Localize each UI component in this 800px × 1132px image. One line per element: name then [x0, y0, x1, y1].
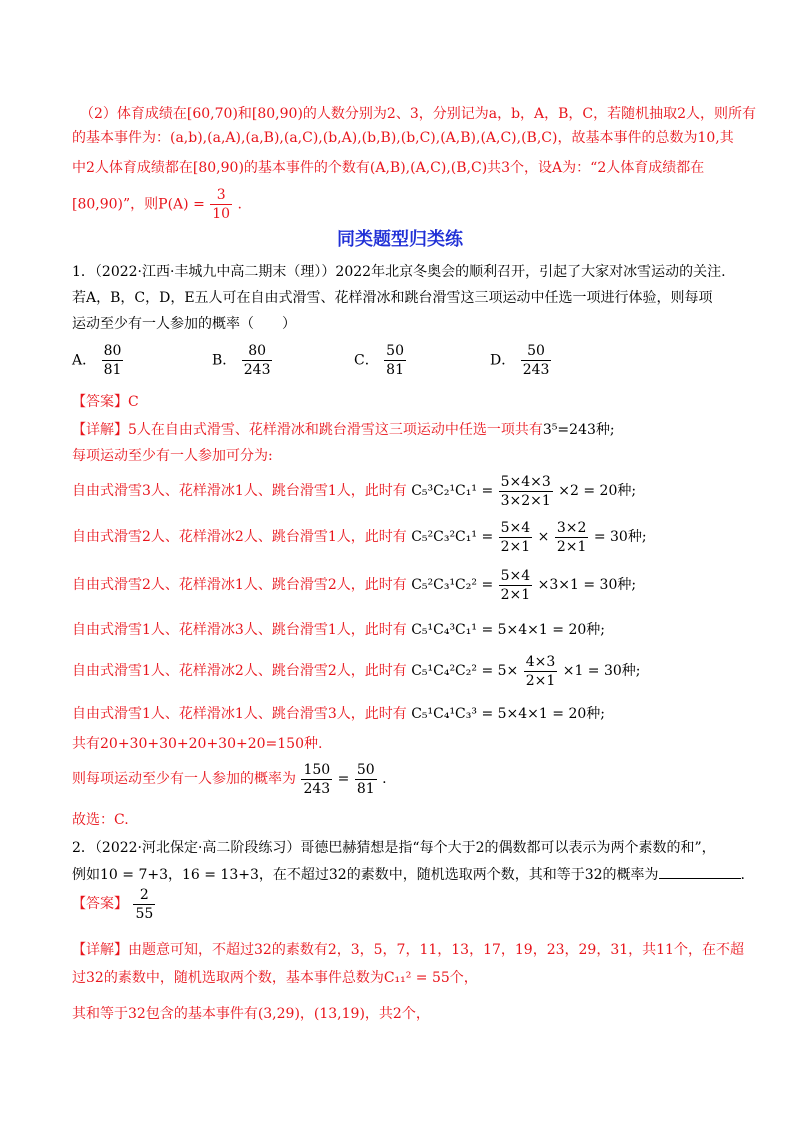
fraction-denominator: 10 [212, 206, 231, 222]
q2-line-2-end: . [740, 867, 745, 883]
answer-fraction [133, 886, 155, 923]
probability-fraction-2 [355, 761, 377, 798]
q1-probability [72, 760, 387, 798]
fraction-denominator: 81 [386, 362, 404, 378]
answer-blank[interactable] [659, 864, 741, 879]
option-label: A． [72, 352, 97, 369]
option-fraction [521, 342, 552, 379]
q1-answer: 【答案】C [72, 394, 139, 410]
case-formula-start: C₅¹C₄²C₂² = 5× [411, 663, 519, 679]
fraction-numerator: 5×4 [500, 519, 531, 536]
fraction-denominator: 2×1 [525, 672, 556, 689]
option-fraction [102, 342, 124, 379]
case-fraction [499, 473, 553, 510]
part2-line-4 [72, 186, 242, 223]
option-fraction [242, 342, 273, 379]
part2-line-4-end: . [237, 196, 242, 213]
q1-detail-line-2: 每项运动至少有一人参加可分为: [72, 448, 273, 464]
case-formula: C₅¹C₄¹C₃³ = 5×4×1 = 20种; [411, 706, 605, 722]
q1-case-5 [72, 652, 641, 690]
case-text: 自由式滑雪1人、花样滑冰1人、跳台滑雪3人，此时有 [72, 706, 407, 722]
case-formula-end: ×2 = 20种; [558, 483, 637, 499]
case-formula-end: ×3×1 = 30种; [537, 577, 637, 593]
q1-total: 共有20+30+30+20+30+20=150种. [72, 736, 323, 752]
probability-fraction-1 [301, 761, 332, 798]
section-title: 同类题型归类练 [337, 229, 463, 250]
probability-equals: = [337, 771, 350, 787]
q1-case-3 [72, 566, 636, 604]
option-fraction [384, 342, 406, 379]
q1-option-c[interactable] [354, 342, 407, 379]
q1-case-1 [72, 472, 636, 510]
fraction-numerator: 150 [303, 761, 331, 778]
q1-choose: 故选：C. [72, 812, 129, 828]
q2-answer [72, 884, 156, 924]
option-label: B． [212, 352, 237, 369]
fraction-numerator: 50 [386, 343, 404, 359]
fraction-numerator: 3 [210, 186, 232, 205]
q2-detail-line-1: 【详解】由题意可知，不超过32的素数有2，3，5，7，11，13，17，19，23，29，31，共11个，在不超 [72, 942, 744, 958]
case-formula-end: ×1 = 30种; [562, 663, 641, 679]
option-label: C． [354, 352, 379, 369]
fraction-numerator: 50 [521, 342, 552, 361]
fraction-numerator: 5×4 [500, 567, 531, 584]
fraction-numerator: 4×3 [525, 653, 556, 670]
q1-case-6 [72, 704, 605, 724]
probability-end: . [382, 771, 387, 787]
fraction-numerator: 80 [103, 343, 122, 359]
case-text: 自由式滑雪2人、花样滑冰2人、跳台滑雪1人，此时有 [72, 529, 407, 545]
q1-case-2 [72, 518, 647, 556]
q2-detail-line-3: 其和等于32包含的基本事件有(3,29)，(13,19)，共2个， [72, 1006, 430, 1022]
fraction-denominator: 243 [522, 362, 550, 378]
case-formula-end: = 30种; [593, 529, 647, 545]
fraction-numerator: 5×4×3 [500, 473, 551, 490]
case-fraction-1 [499, 519, 533, 556]
case-formula: C₅¹C₄³C₁¹ = 5×4×1 = 20种; [411, 622, 605, 638]
case-text: 自由式滑雪2人、花样滑冰1人、跳台滑雪2人，此时有 [72, 577, 407, 593]
fraction-denominator: 2×1 [556, 538, 587, 555]
fraction-denominator: 2×1 [500, 538, 531, 555]
q2-line-1: 2．（2022·河北保定·高二阶段练习）哥德巴赫猜想是指“每个大于2的偶数都可以表示为两个素数的和”， [72, 840, 716, 856]
q2-detail-line-2: 过32的素数中，随机选取两个数，基本事件总数为C₁₁² = 55个， [72, 970, 478, 986]
fraction-denominator: 81 [103, 362, 122, 378]
detail-text: 【详解】5人在自由式滑雪、花样滑冰和跳台滑雪这三项运动中任选一项共有 [72, 422, 543, 438]
case-text: 自由式滑雪3人、花样滑冰1人、跳台滑雪1人，此时有 [72, 483, 407, 499]
q1-detail-line-1 [72, 420, 615, 440]
case-formula-start: C₅³C₂¹C₁¹ = [411, 483, 494, 499]
fraction-numerator: 80 [242, 342, 273, 361]
fraction-denominator: 243 [243, 362, 271, 378]
fraction-denominator: 2×1 [500, 586, 531, 603]
option-label: D． [490, 352, 516, 369]
case-text: 自由式滑雪1人、花样滑冰3人、跳台滑雪1人，此时有 [72, 622, 407, 638]
case-fraction [524, 653, 558, 690]
fraction-numerator: 2 [133, 886, 155, 905]
fraction-denominator: 55 [135, 905, 154, 922]
case-text: 自由式滑雪1人、花样滑冰2人、跳台滑雪2人，此时有 [72, 663, 407, 679]
case-formula-start: C₅²C₃²C₁¹ = [411, 529, 494, 545]
q1-line-1: 1．（2022·江西·丰城九中高二期末（理））2022年北京冬奥会的顺利召开，引起了大家对冰雪运动的关注. [72, 264, 726, 280]
q1-option-d[interactable] [490, 342, 552, 379]
fraction-numerator: 50 [356, 761, 375, 778]
q2-line-2-text: 例如10 = 7+3，16 = 13+3，在不超过32的素数中，随机选取两个数，其和等于32的概率为 [72, 867, 659, 883]
part2-probability-fraction [210, 186, 232, 223]
answer-label: 【答案】 [72, 896, 128, 912]
case-formula-times: × [537, 529, 550, 545]
q1-option-a[interactable] [72, 342, 124, 379]
case-fraction-2 [555, 519, 589, 556]
q1-option-b[interactable] [212, 342, 273, 379]
fraction-numerator: 3×2 [556, 519, 587, 536]
q1-line-3: 运动至少有一人参加的概率（ ） [72, 316, 296, 332]
part2-line-1: （2）体育成绩在[60,70)和[80,90)的人数分别为2、3，分别记为a，b，A，B，C，若随机抽取2人，则所有 [80, 106, 757, 122]
fraction-denominator: 81 [356, 780, 375, 797]
part2-line-2: 的基本事件为：(a,b),(a,A),(a,B),(a,C),(b,A),(b,B),(b,C),(A,B),(A,C),(B,C)，故基本事件的总数为10,其 [72, 130, 734, 146]
q1-line-2: 若A，B，C，D，E五人可在自由式滑雪、花样滑冰和跳台滑雪这三项运动中任选一项进行体验，则每项 [72, 290, 713, 306]
probability-text: 则每项运动至少有一人参加的概率为 [72, 771, 296, 787]
q1-case-4 [72, 620, 605, 640]
part2-line-4-text: [80,90)”，则P(A) = [72, 196, 205, 213]
case-formula-start: C₅²C₃¹C₂² = [411, 577, 494, 593]
part2-line-3: 中2人体育成绩都在[80,90)的基本事件的个数有(A,B),(A,C),(B,C)共3个，设A为：“2人体育成绩都在 [72, 160, 705, 176]
detail-formula: 3⁵=243种; [542, 422, 615, 438]
fraction-denominator: 3×2×1 [500, 492, 551, 509]
fraction-denominator: 243 [303, 780, 331, 797]
case-fraction [499, 567, 533, 604]
q2-line-2 [72, 864, 745, 885]
